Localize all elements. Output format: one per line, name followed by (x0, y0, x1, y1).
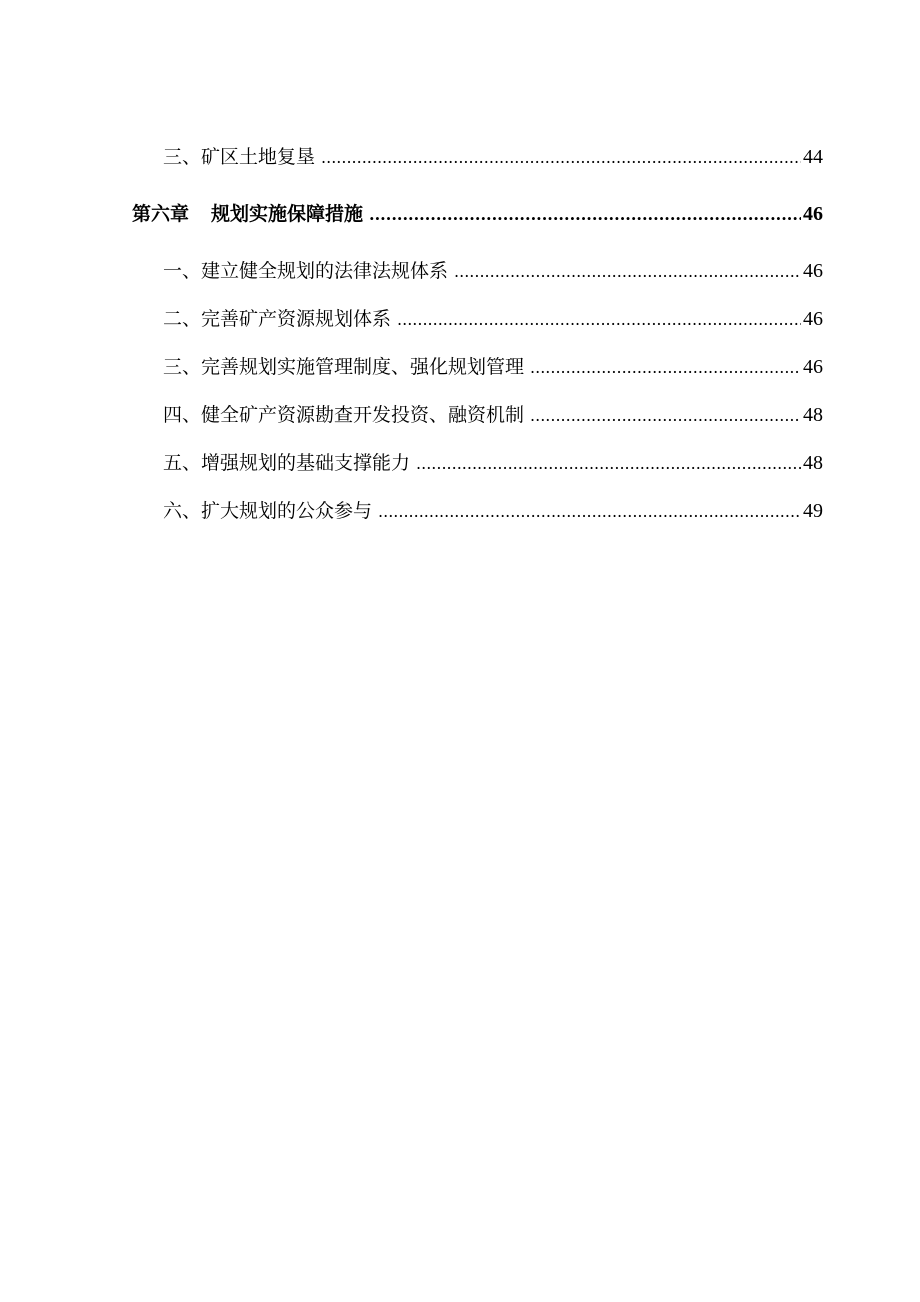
toc-dot-leader (530, 356, 801, 380)
toc-page-number: 46 (803, 203, 823, 225)
toc-entry-section[interactable] (163, 307, 823, 332)
toc-dot-leader (378, 500, 801, 524)
toc-dot-leader (454, 260, 801, 284)
toc-chapter-number: 第六章 (132, 203, 190, 225)
toc-dot-leader (416, 452, 801, 476)
toc-entry-chapter[interactable] (132, 202, 823, 227)
toc-entry-section[interactable] (163, 499, 823, 524)
toc-entry-section[interactable] (163, 403, 823, 428)
toc-dot-leader (321, 146, 801, 170)
toc-entry-section[interactable] (163, 451, 823, 476)
toc-entry-title: 四、健全矿产资源勘查开发投资、融资机制 (163, 404, 525, 426)
toc-entry-section[interactable] (163, 145, 823, 170)
toc-entry-title: 规划实施保障措施 (211, 203, 364, 225)
toc-dot-leader (397, 308, 801, 332)
toc-page-number: 49 (803, 500, 823, 522)
toc-entry-section[interactable] (163, 259, 823, 284)
toc-page-number: 48 (803, 452, 823, 474)
toc-dot-leader (530, 404, 801, 428)
toc-page-number: 48 (803, 404, 823, 426)
toc-page-number: 44 (803, 146, 823, 168)
toc-chapter-heading (132, 202, 363, 226)
toc-page-number: 46 (803, 356, 823, 378)
toc-dot-leader (369, 203, 801, 227)
toc-entry-title: 三、完善规划实施管理制度、强化规划管理 (163, 356, 525, 378)
toc-entry-title: 五、增强规划的基础支撑能力 (163, 452, 411, 474)
toc-entry-title: 一、建立健全规划的法律法规体系 (163, 260, 449, 282)
toc-entry-title: 二、完善矿产资源规划体系 (163, 308, 392, 330)
toc-entry-title: 三、矿区土地复垦 (163, 146, 316, 168)
toc-entry-title: 六、扩大规划的公众参与 (163, 500, 373, 522)
toc-page-number: 46 (803, 260, 823, 282)
toc-entry-section[interactable] (163, 355, 823, 380)
toc-page-number: 46 (803, 308, 823, 330)
